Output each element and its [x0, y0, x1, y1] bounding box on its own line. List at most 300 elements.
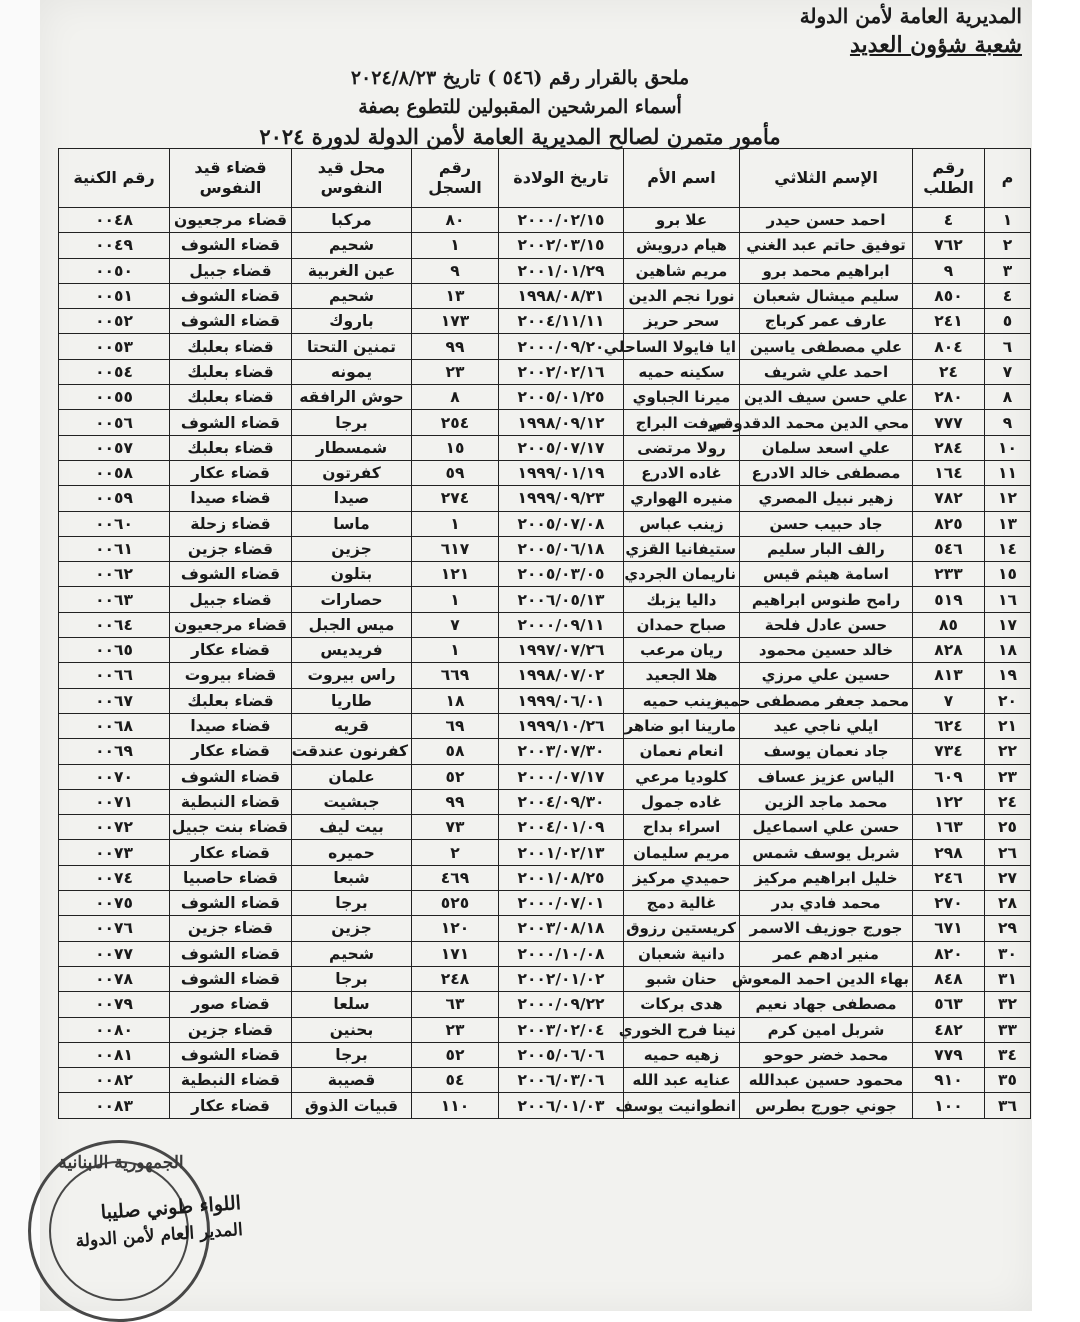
table-cell: ١٦ [985, 587, 1031, 612]
table-cell: قضاء الشوف [170, 891, 292, 916]
table-cell: قضاء عكار [170, 1093, 292, 1118]
table-row [59, 208, 1031, 233]
table-row [59, 713, 1031, 738]
table-cell: حسن عادل فلحة [740, 612, 913, 637]
table-cell: حصارات [292, 587, 412, 612]
table-cell: ٢٠٠٠/٠٧/٠١ [499, 891, 624, 916]
table-cell: ٨٤٨ [913, 966, 985, 991]
table-cell: ٨ [985, 385, 1031, 410]
table-cell: ٩ [985, 410, 1031, 435]
table-cell: محمد خضر حوحو [740, 1042, 913, 1067]
table-row [59, 891, 1031, 916]
table-cell: سحر حريز [624, 309, 740, 334]
table-cell: شحيم [292, 233, 412, 258]
column-header: تاريخ الولادة [499, 149, 624, 208]
table-cell: ٢٠٠٢/٠٣/١٥ [499, 233, 624, 258]
table-cell: ٣٣ [985, 1017, 1031, 1042]
table-cell: ٢٠٠٠/٠٢/١٥ [499, 208, 624, 233]
table-cell: ٠٠٧٣ [59, 840, 170, 865]
table-cell: ٢٠٠٥/٠٧/٠٨ [499, 511, 624, 536]
table-cell: ١ [985, 208, 1031, 233]
table-cell: برجا [292, 966, 412, 991]
table-cell: ١٥ [985, 562, 1031, 587]
table-cell: راس بيروت [292, 663, 412, 688]
table-cell: ٧٧٧ [913, 410, 985, 435]
table-cell: ٠٠٥٥ [59, 385, 170, 410]
candidates-table [58, 148, 1031, 1119]
table-cell: علمان [292, 764, 412, 789]
table-header-row [59, 149, 1031, 208]
table-cell: ٧ [913, 688, 985, 713]
table-cell: الياس عزيز عساف [740, 764, 913, 789]
table-cell: ٠٠٧٩ [59, 992, 170, 1017]
table-cell: هدى بركات [624, 992, 740, 1017]
directorate-name: المديرية العامة لأمن الدولة [799, 4, 1022, 28]
table-row [59, 638, 1031, 663]
table-cell: ٢٠٠١/٠٨/٢٥ [499, 865, 624, 890]
table-cell: ٥٢٥ [412, 891, 499, 916]
table-cell: اسامة هيثم قيس [740, 562, 913, 587]
table-cell: ١٥ [412, 435, 499, 460]
table-cell: ٠٠٥٠ [59, 258, 170, 283]
table-cell: ٢٠٠٠/٠٧/١٧ [499, 764, 624, 789]
table-cell: ٥٦٣ [913, 992, 985, 1017]
table-cell: ٢٨٤ [913, 435, 985, 460]
table-cell: ١٩٩٩/٠٩/٢٣ [499, 486, 624, 511]
table-cell: ٣٠ [985, 941, 1031, 966]
table-row [59, 663, 1031, 688]
table-cell: ٧٦٢ [913, 233, 985, 258]
table-cell: ٥٢ [412, 764, 499, 789]
table-cell: قضاء جزين [170, 1017, 292, 1042]
table-cell: قضاء صيدا [170, 713, 292, 738]
table-row [59, 688, 1031, 713]
table-cell: ٠٠٦٣ [59, 587, 170, 612]
table-cell: ٢٠٠٢/٠٢/١٦ [499, 359, 624, 384]
table-cell: ٠٠٧٥ [59, 891, 170, 916]
table-cell: قضاء بعلبك [170, 435, 292, 460]
table-cell: ٦٩ [412, 713, 499, 738]
table-cell: ١٦٣ [913, 815, 985, 840]
table-cell: ٠٠٨٢ [59, 1068, 170, 1093]
table-cell: قضاء بعلبك [170, 334, 292, 359]
table-cell: مصطفى جهاد نعيم [740, 992, 913, 1017]
table-cell: ناريمان الجردي [624, 562, 740, 587]
table-cell: منير ادهم عمر [740, 941, 913, 966]
table-cell: ٠٠٦٨ [59, 713, 170, 738]
table-row [59, 258, 1031, 283]
table-cell: ٦ [985, 334, 1031, 359]
table-cell: ٤٨٢ [913, 1017, 985, 1042]
table-row [59, 410, 1031, 435]
table-cell: ١٣ [985, 511, 1031, 536]
table-cell: رالف البار سليم [740, 536, 913, 561]
table-cell: ١٢١ [412, 562, 499, 587]
table-cell: ٨٥ [913, 612, 985, 637]
table-cell: شربل امين كرم [740, 1017, 913, 1042]
table-cell: ١٧ [985, 612, 1031, 637]
table-cell: قضاء الشوف [170, 562, 292, 587]
table-cell: قضاء الشوف [170, 309, 292, 334]
table-row [59, 511, 1031, 536]
table-cell: كفرتون [292, 460, 412, 485]
table-cell: حنان شبو [624, 966, 740, 991]
table-cell: ٠٠٦١ [59, 536, 170, 561]
table-cell: ٢٠٠٥/٠٣/٠٥ [499, 562, 624, 587]
column-header: اسم الأم [624, 149, 740, 208]
table-row [59, 815, 1031, 840]
table-cell: ٢٧٠ [913, 891, 985, 916]
letterhead [800, 4, 1022, 58]
table-cell: ٠٠٥٨ [59, 460, 170, 485]
table-row [59, 966, 1031, 991]
table-cell: ٦٦٩ [412, 663, 499, 688]
table-row [59, 1042, 1031, 1067]
table-cell: قضاء عكار [170, 739, 292, 764]
table-row [59, 486, 1031, 511]
table-cell: ميس الجبل [292, 612, 412, 637]
table-cell: كلوديا مرعي [624, 764, 740, 789]
table-cell: ١٩٩٩/٠١/١٩ [499, 460, 624, 485]
signatory-name: اللواء طوني صليبا [100, 1192, 242, 1224]
table-row [59, 1068, 1031, 1093]
table-cell: ٧ [985, 359, 1031, 384]
table-cell: ٤ [985, 283, 1031, 308]
table-cell: ٦٣ [412, 992, 499, 1017]
table-cell: نينا فرح الخوري [624, 1017, 740, 1042]
table-cell: قضاء صيدا [170, 486, 292, 511]
table-cell: محمد ماجد الزين [740, 789, 913, 814]
table-cell: ٢٤١ [913, 309, 985, 334]
table-cell: قضاء النبطية [170, 789, 292, 814]
table-row [59, 536, 1031, 561]
table-cell: ٣ [985, 258, 1031, 283]
table-cell: جاد حبيب حسن [740, 511, 913, 536]
table-cell: بحنين [292, 1017, 412, 1042]
table-cell: نورا نجم الدين [624, 283, 740, 308]
table-cell: عنايه عبد الله [624, 1068, 740, 1093]
table-cell: قضاء صور [170, 992, 292, 1017]
table-cell: ١٩٩٩/٠٦/٠١ [499, 688, 624, 713]
table-cell: ايلي ناجي عيد [740, 713, 913, 738]
table-cell: ١ [412, 511, 499, 536]
table-cell: صباح حمدان [624, 612, 740, 637]
table-row [59, 840, 1031, 865]
table-cell: ٨ [412, 385, 499, 410]
table-cell: حميدي مركيز [624, 865, 740, 890]
table-cell: ٠٠٦٤ [59, 612, 170, 637]
table-cell: ٣٥ [985, 1068, 1031, 1093]
table-cell: فريديس [292, 638, 412, 663]
table-cell: ١٢ [985, 486, 1031, 511]
table-cell: رولا مرتضى [624, 435, 740, 460]
table-row [59, 587, 1031, 612]
table-cell: ٢٠٠٠/١٠/٠٨ [499, 941, 624, 966]
signatory-title: المدير العام لأمن الدولة [75, 1219, 244, 1252]
table-cell: علا برو [624, 208, 740, 233]
table-cell: محمود حسين عبدالله [740, 1068, 913, 1093]
table-row [59, 764, 1031, 789]
table-cell: ١٤ [985, 536, 1031, 561]
table-cell: ١١٠ [412, 1093, 499, 1118]
table-cell: ٢٤ [913, 359, 985, 384]
table-cell: ١٠ [985, 435, 1031, 460]
table-cell: ٢ [412, 840, 499, 865]
table-cell: حميره [292, 840, 412, 865]
table-cell: ٢٠٠٥/٠٦/١٨ [499, 536, 624, 561]
table-cell: زينب حميه [624, 688, 740, 713]
table-cell: ٢٣ [985, 764, 1031, 789]
table-cell: ٤ [913, 208, 985, 233]
table-cell: كفرنون عندقت [292, 739, 412, 764]
table-cell: بهاء الدين احمد المعوش [740, 966, 913, 991]
table-cell: قبيات الذوق [292, 1093, 412, 1118]
table-cell: ٨٢٠ [913, 941, 985, 966]
table-cell: داليا يزبك [624, 587, 740, 612]
column-header: الإسم الثلاثي [740, 149, 913, 208]
column-header: قضاء قيد النفوس [170, 149, 292, 208]
table-row [59, 941, 1031, 966]
table-cell: ٢٠٠١/٠٢/١٣ [499, 840, 624, 865]
table-cell: ٨٥٠ [913, 283, 985, 308]
table-cell: قضاء الشوف [170, 941, 292, 966]
table-cell: ١٧٣ [412, 309, 499, 334]
table-cell: ١٩٩٨/٠٨/٣١ [499, 283, 624, 308]
table-cell: جوني جورج بطرس [740, 1093, 913, 1118]
table-cell: ٢٠٠٥/٠١/٢٥ [499, 385, 624, 410]
column-header: م [985, 149, 1031, 208]
branch-name: شعبة شؤون العديد [849, 32, 1022, 58]
table-cell: ٠٠٧٧ [59, 941, 170, 966]
table-cell: جاد نعمان يوسف [740, 739, 913, 764]
table-cell: ٣٤ [985, 1042, 1031, 1067]
table-cell: قضاء مرجعيون [170, 208, 292, 233]
table-cell: ٥١٩ [913, 587, 985, 612]
table-cell: خالد حسين محمود [740, 638, 913, 663]
table-cell: ٢٥ [985, 815, 1031, 840]
table-cell: ٣٢ [985, 992, 1031, 1017]
seal-text: الجمهورية اللبنانية [58, 1153, 184, 1173]
table-cell: ٦٢٤ [913, 713, 985, 738]
table-cell: ٧٧٩ [913, 1042, 985, 1067]
table-cell: ٩ [913, 258, 985, 283]
table-row [59, 612, 1031, 637]
table-row [59, 460, 1031, 485]
column-header: رقم الكنية [59, 149, 170, 208]
page-margin [0, 0, 40, 1311]
table-cell: ستيفانيا القزي [624, 536, 740, 561]
table-cell: ٢٤٦ [913, 865, 985, 890]
table-cell: ٣٦ [985, 1093, 1031, 1118]
table-cell: ٢٠٠٠/٠٩/١١ [499, 612, 624, 637]
table-cell: ابراهيم محمد برو [740, 258, 913, 283]
table-cell: علي مصطفى ياسين [740, 334, 913, 359]
table-cell: مريم سليمان [624, 840, 740, 865]
table-cell: قضاء الشوف [170, 233, 292, 258]
table-cell: ٠٠٧٠ [59, 764, 170, 789]
table-cell: ٠٠٥٩ [59, 486, 170, 511]
table-cell: ٥٨ [412, 739, 499, 764]
table-cell: ١ [412, 587, 499, 612]
table-cell: برجا [292, 410, 412, 435]
table-cell: ريان مرعب [624, 638, 740, 663]
table-row [59, 789, 1031, 814]
table-cell: ٦١٧ [412, 536, 499, 561]
table-cell: ٠٠٨١ [59, 1042, 170, 1067]
table-cell: ٩٩ [412, 334, 499, 359]
table-cell: ١٩٩٨/٠٧/٠٢ [499, 663, 624, 688]
table-cell: تمنين التحتا [292, 334, 412, 359]
table-cell: اسراء بداح [624, 815, 740, 840]
table-cell: ٩١٠ [913, 1068, 985, 1093]
table-cell: قضاء زحلة [170, 511, 292, 536]
table-cell: ٠٠٤٩ [59, 233, 170, 258]
table-cell: ٠٠٧٦ [59, 916, 170, 941]
table-cell: بتلون [292, 562, 412, 587]
table-cell: قضاء عكار [170, 840, 292, 865]
table-cell: ٨١٣ [913, 663, 985, 688]
table-cell: ٥٢ [412, 1042, 499, 1067]
table-cell: ٠٠٥٤ [59, 359, 170, 384]
table-cell: زهير نبيل المصري [740, 486, 913, 511]
table-cell: ٠٠٦٢ [59, 562, 170, 587]
table-cell: ٢٠٠٥/٠٧/١٧ [499, 435, 624, 460]
table-cell: ٤٦٩ [412, 865, 499, 890]
table-cell: ٢٨ [985, 891, 1031, 916]
table-cell: ٥ [985, 309, 1031, 334]
table-cell: ٢٠٠٣/٠٨/١٨ [499, 916, 624, 941]
table-cell: ١٨ [985, 638, 1031, 663]
table-cell: ماسا [292, 511, 412, 536]
table-cell: شبعا [292, 865, 412, 890]
table-cell: ١٨ [412, 688, 499, 713]
table-cell: ٩ [412, 258, 499, 283]
table-cell: ٧ [412, 612, 499, 637]
table-cell: محمد فادي بدر [740, 891, 913, 916]
table-cell: ٢٧ [985, 865, 1031, 890]
table-cell: كريستين رزوق [624, 916, 740, 941]
table-cell: قضاء جزين [170, 916, 292, 941]
table-row [59, 562, 1031, 587]
table-cell: قريه [292, 713, 412, 738]
column-header: محل قيد النفوس [292, 149, 412, 208]
table-cell: جزين [292, 916, 412, 941]
table-cell: سلعا [292, 992, 412, 1017]
table-cell: منيره الهواري [624, 486, 740, 511]
table-cell: ٠٠٦٩ [59, 739, 170, 764]
column-header: رقم السجل [412, 149, 499, 208]
table-cell: ٢٠٠٦/٠١/٠٣ [499, 1093, 624, 1118]
table-cell: شحيم [292, 283, 412, 308]
table-cell: ٠٠٧١ [59, 789, 170, 814]
table-cell: مريم شاهين [624, 258, 740, 283]
table-cell: ايا فايولا الساحلي [624, 334, 740, 359]
table-cell: ٢٤٨ [412, 966, 499, 991]
table-cell: ٥٤ [412, 1068, 499, 1093]
table-cell: قضاء بعلبك [170, 359, 292, 384]
table-cell: ميرنا الجباوي [624, 385, 740, 410]
table-cell: ٢٩ [985, 916, 1031, 941]
table-cell: ٢٣٣ [913, 562, 985, 587]
table-cell: ١١ [985, 460, 1031, 485]
table-cell: محمد جعفر مصطفى حميه [740, 688, 913, 713]
table-cell: زهيه حميه [624, 1042, 740, 1067]
table-cell: شمسطار [292, 435, 412, 460]
table-cell: ٧٣ [412, 815, 499, 840]
table-cell: علي حسن سيف الدين [740, 385, 913, 410]
table-cell: ١٦٤ [913, 460, 985, 485]
table-cell: خليل ابراهيم مركيز [740, 865, 913, 890]
table-cell: مركبا [292, 208, 412, 233]
table-cell: ٠٠٥١ [59, 283, 170, 308]
table-cell: ٣١ [985, 966, 1031, 991]
table-cell: قضاء الشوف [170, 764, 292, 789]
table-cell: رامح طنوس ابراهيم [740, 587, 913, 612]
table-cell: جزين [292, 536, 412, 561]
table-cell: صيدا [292, 486, 412, 511]
table-row [59, 334, 1031, 359]
table-row [59, 435, 1031, 460]
table-cell: جورج جوزيف الاسمر [740, 916, 913, 941]
table-cell: قضاء حاصبيا [170, 865, 292, 890]
table-cell: ٢٠ [985, 688, 1031, 713]
table-cell: ٢٤ [985, 789, 1031, 814]
table-cell: مارينا ابو ضاهر [624, 713, 740, 738]
table-cell: عين الغربية [292, 258, 412, 283]
table-cell: ١ [412, 638, 499, 663]
table-cell: ٢٠٠٣/٠٢/٠٤ [499, 1017, 624, 1042]
table-cell: ٢٩٨ [913, 840, 985, 865]
table-cell: زينب عباس [624, 511, 740, 536]
table-cell: ٢٠٠٥/٠٦/٠٦ [499, 1042, 624, 1067]
table-cell: ٢٠٠٢/٠١/٠٢ [499, 966, 624, 991]
table-cell: ٥٩ [412, 460, 499, 485]
table-cell: ١٣ [412, 283, 499, 308]
table-cell: مرفت البراج [624, 410, 740, 435]
table-cell: ١٧١ [412, 941, 499, 966]
table-row [59, 865, 1031, 890]
table-cell: قضاء الشوف [170, 410, 292, 435]
table-cell: ٢٣ [412, 359, 499, 384]
table-row [59, 359, 1031, 384]
table-cell: ٢٥٤ [412, 410, 499, 435]
list-caption: أسماء المرشحين المقبولين للتطوع بصفة [358, 96, 682, 118]
table-cell: ٠٠٥٢ [59, 309, 170, 334]
table-cell: باروك [292, 309, 412, 334]
table-row [59, 1093, 1031, 1118]
table-cell: انطوانيت يوسف [624, 1093, 740, 1118]
list-subcaption: مأمور متمرن لصالح المديرية العامة لأمن الدولة لدورة ٢٠٢٤ [259, 124, 781, 149]
table-cell: دانية شعبان [624, 941, 740, 966]
table-cell: قضاء بعلبك [170, 385, 292, 410]
table-cell: ٠٠٧٤ [59, 865, 170, 890]
table-cell: ٢٠٠٤/٠٩/٣٠ [499, 789, 624, 814]
table-cell: حوش الرافقه [292, 385, 412, 410]
table-cell: قضاء جبيل [170, 258, 292, 283]
table-cell: سكينه حميه [624, 359, 740, 384]
table-cell: ١٩٩٨/٠٩/١٢ [499, 410, 624, 435]
table-cell: قضاء عكار [170, 460, 292, 485]
table-cell: ٠٠٥٧ [59, 435, 170, 460]
table-cell: سليم ميشال شعبان [740, 283, 913, 308]
table-cell: ٠٠٥٦ [59, 410, 170, 435]
table-cell: ١٢٠ [412, 916, 499, 941]
table-cell: انعام نعمان [624, 739, 740, 764]
table-cell: ٠٠٥٣ [59, 334, 170, 359]
table-cell: ٠٠٦٧ [59, 688, 170, 713]
table-cell: ١٩٩٧/٠٧/٢٦ [499, 638, 624, 663]
table-cell: ٠٠٤٨ [59, 208, 170, 233]
